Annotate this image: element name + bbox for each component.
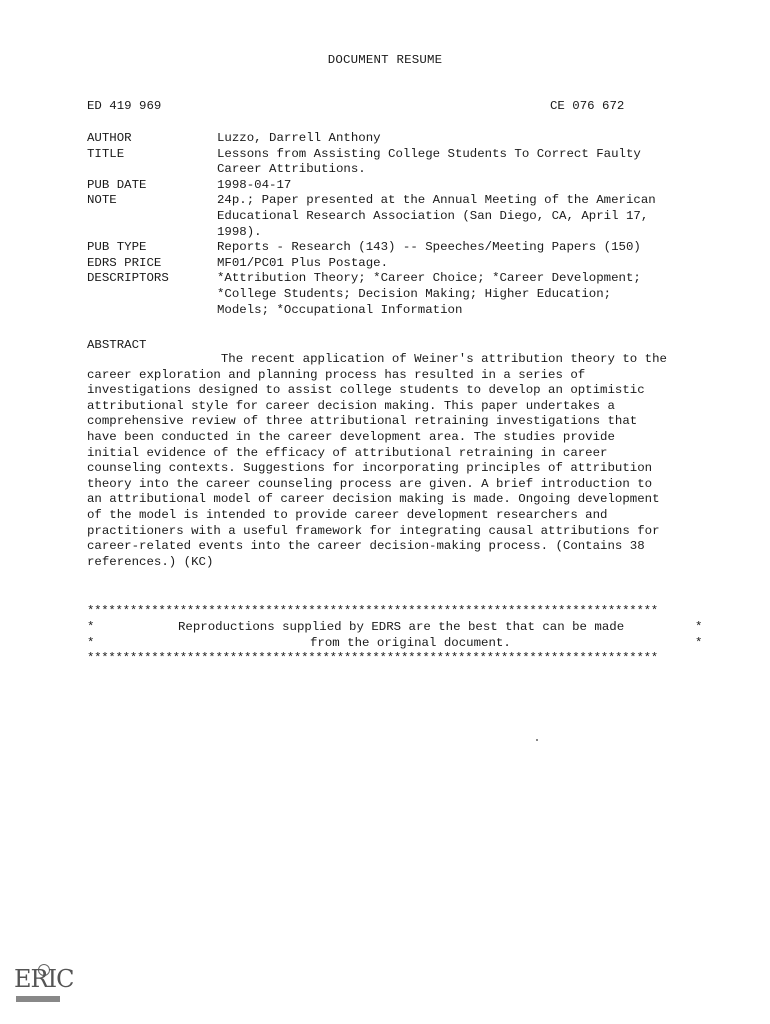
meta-row-author (87, 131, 697, 147)
meta-value: MF01/PC01 Plus Postage. (217, 255, 389, 270)
eric-logo (14, 964, 74, 1006)
meta-label: AUTHOR (87, 131, 132, 145)
meta-row-edrs-price (87, 256, 697, 272)
meta-value: *Attribution Theory; *Career Choice; *Career Development; *College Students; Decision Making; Higher Education; Models; *Occupational Information (217, 271, 641, 317)
star-border-right: * (695, 636, 703, 650)
meta-value: Reports - Research (143) -- Speeches/Meeting Papers (150) (217, 240, 641, 255)
meta-row-pub-type (87, 240, 697, 256)
meta-label: DESCRIPTORS (87, 271, 169, 286)
meta-row-descriptors (87, 271, 697, 318)
reproduction-notice-line2: from the original document. (310, 636, 511, 650)
star-border-top: ******************************************************************************** (87, 604, 658, 618)
eric-logo-underline (16, 996, 60, 1002)
abstract-body: The recent application of Weiner's attribution theory to the career exploration and planning process has resulted in a series of investigations designed to assist college students to develop an optimistic attributional style for career decision making. This paper undertakes a comprehensive review of three attributional retraining investigations that have been conducted in the career development area. The studies provide initial evidence of the efficacy of attributional retraining in career counseling contexts. Suggestions for incorporating principles of attribution theory into the career counseling process are given. A brief introduction to an attributional model of career decision making is made. Ongoing development of the model is intended to provide career development researchers and practitioners with a useful framework for integrating causal attributions for career-related events into the career decision-making process. (Contains 38 references.) (KC) (87, 352, 667, 569)
star-border-bottom: ******************************************************************************** (87, 651, 658, 665)
metadata-table (87, 131, 697, 318)
meta-value: 1998-04-17 (217, 177, 292, 192)
meta-row-title (87, 147, 697, 178)
scan-speck (536, 739, 538, 741)
meta-label: PUB TYPE (87, 240, 147, 255)
meta-value: Luzzo, Darrell Anthony (217, 131, 381, 145)
document-title: DOCUMENT RESUME (327, 53, 443, 67)
star-border-right: * (695, 620, 703, 634)
meta-label: TITLE (87, 146, 125, 161)
meta-row-note (87, 193, 697, 240)
ce-number: CE 076 672 (550, 99, 625, 113)
meta-label: EDRS PRICE (87, 255, 162, 270)
meta-value: Lessons from Assisting College Students To Correct Faulty Career Attributions. (217, 146, 641, 177)
star-border-left: * (87, 620, 95, 634)
star-border-left: * (87, 636, 95, 650)
reproduction-notice-line1: Reproductions supplied by EDRS are the best that can be made (178, 620, 625, 634)
abstract-heading: ABSTRACT (87, 338, 147, 352)
eric-logo-text: ERIC (14, 965, 74, 993)
meta-label: PUB DATE (87, 177, 147, 192)
meta-row-pub-date (87, 178, 697, 194)
meta-label: NOTE (87, 193, 117, 208)
ed-number: ED 419 969 (87, 99, 162, 113)
meta-value: 24p.; Paper presented at the Annual Meeting of the American Educational Research Association (San Diego, CA, April 17, 1998). (217, 193, 656, 239)
